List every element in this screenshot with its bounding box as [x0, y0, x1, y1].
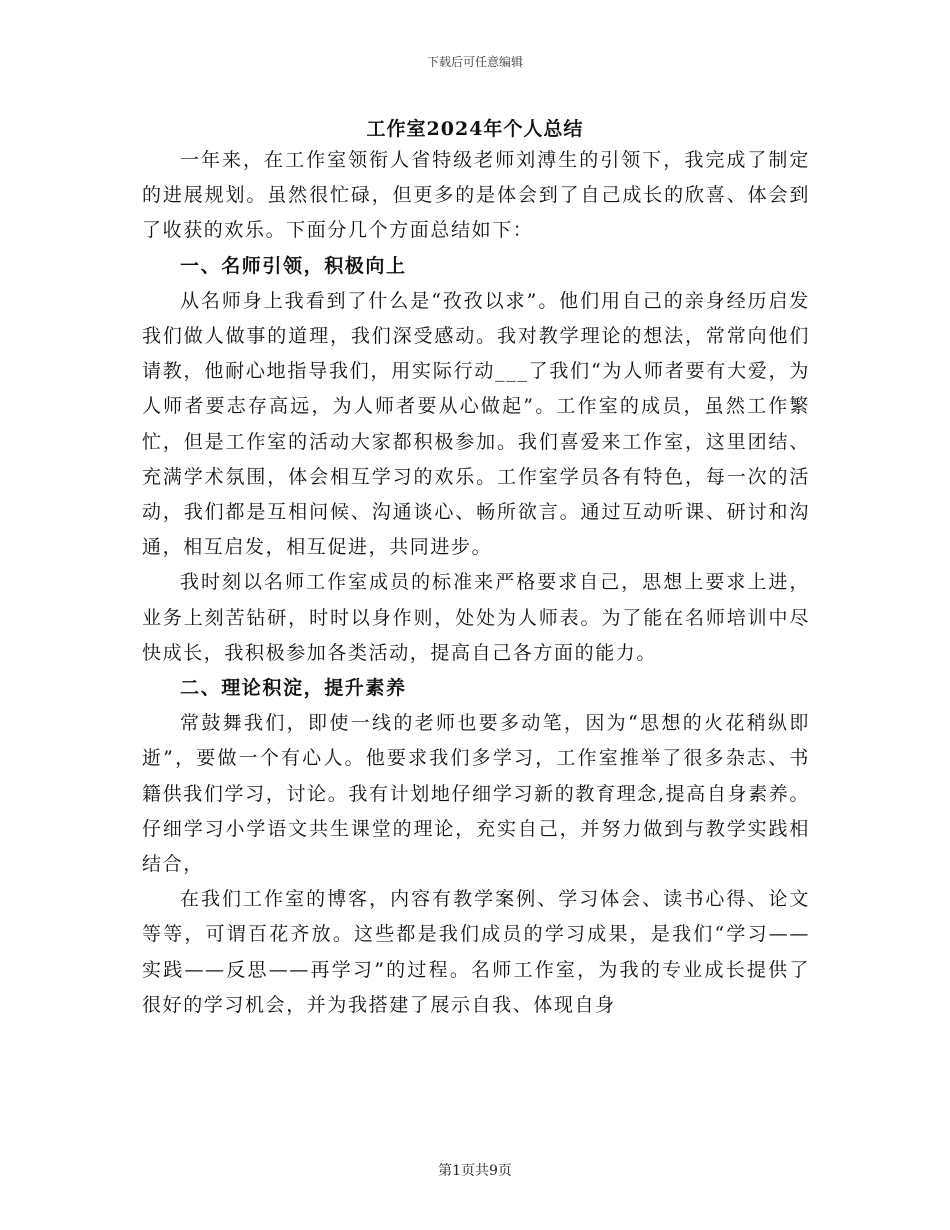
document-body — [142, 143, 810, 1023]
header-note: 下载后可任意编辑 — [426, 55, 523, 69]
body-paragraph: 我时刻以名师工作室成员的标准来严格要求自己，思想上要求上进，业务上刻苦钻研，时时以身作则，处处为人师表。为了能在名师培训中尽快成长，我积极参加各类活动，提高自己各方面的能力。 — [142, 571, 810, 664]
body-paragraph: 在我们工作室的博客，内容有教学案例、学习体会、读书心得、论文等等，可谓百花齐放。这些都是我们成员的学习成果，是我们“学习——实践——反思——再学习”的过程。名师工作室，为我的专业成长提供了很好的学习机会，并为我搭建了展示自我、体现自身 — [142, 888, 810, 1016]
document-title: 工作室2024年个人总结 — [366, 118, 584, 140]
body-paragraph: 从名师身上我看到了什么是“孜孜以求”。他们用自己的亲身经历启发我们做人做事的道理，我们深受感动。我对教学理论的想法，常常向他们请教，他耐心地指导我们，用实际行动___了我们“为人师者要有大爱，为人师者要志存高远，为人师者要从心做起”。工作室的成员，虽然工作繁忙，但是工作室的活动大家都积极参加。我们喜爱来工作室，这里团结、充满学术氛围，体会相互学习的欢乐。工作室学员各有特色，每一次的活动，我们都是互相问候、沟通谈心、畅所欲言。通过互动听课、研讨和沟通，相互启发，相互促进，共同进步。 — [142, 289, 810, 559]
section-heading-2: 二、理论积淀，提升素养 — [180, 677, 407, 700]
intro-paragraph: 一年来，在工作室领衔人省特级老师刘溥生的引领下，我完成了制定的进展规划。虽然很忙碌，但更多的是体会到了自己成长的欣喜、体会到了收获的欢乐。下面分几个方面总结如下： — [142, 149, 810, 242]
page-footer: 第1页共9页 — [438, 1163, 512, 1179]
section-heading-1: 一、名师引领，积极向上 — [180, 254, 407, 277]
body-paragraph: 常鼓舞我们，即使一线的老师也要多动笔，因为“思想的火花稍纵即逝”，要做一个有心人。他要求我们多学习，工作室推举了很多杂志、书籍供我们学习，讨论。我有计划地仔细学习新的教育理念,提高自身素养。仔细学习小学语文共生课堂的理论，充实自己，并努力做到与教学实践相结合， — [142, 712, 810, 876]
